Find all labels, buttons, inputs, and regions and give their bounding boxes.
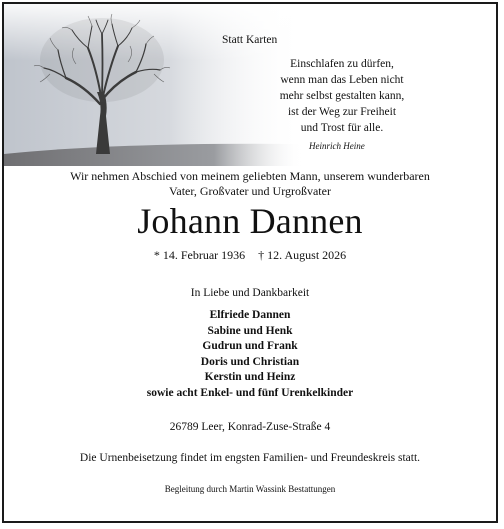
family-member: Sabine und Henk: [207, 324, 293, 337]
ceremony-note: Die Urnenbeisetzung findet im engsten Familien- und Freundeskreis statt.: [79, 452, 421, 464]
family-list: [4, 308, 496, 401]
life-dates: [4, 248, 496, 263]
family-member: Elfriede Dannen: [209, 309, 291, 321]
undertaker-credit: Begleitung durch Martin Wassink Bestattungen: [164, 484, 336, 494]
poem: [252, 56, 432, 136]
thanks-line: In Liebe und Dankbarkeit: [190, 287, 310, 299]
poem-author: Heinrich Heine: [309, 141, 365, 151]
poem-line: ist der Weg zur Freiheit: [287, 106, 397, 118]
poem-line: mehr selbst gestalten kann,: [279, 90, 405, 102]
birth-date: * 14. Februar 1936: [153, 248, 246, 262]
statt-karten-label: Statt Karten: [222, 34, 278, 46]
poem-line: wenn man das Leben nicht: [280, 74, 404, 86]
family-member: Doris und Christian: [200, 355, 300, 368]
obituary-card: [2, 2, 498, 523]
poem-line: Einschlafen zu dürfen,: [290, 58, 394, 70]
address: 26789 Leer, Konrad-Zuse-Straße 4: [169, 421, 331, 433]
poem-line: und Trost für alle.: [300, 122, 384, 134]
intro-line: Vater, Großvater und Urgroßvater: [169, 184, 331, 198]
deceased-name: Johann Dannen: [137, 201, 363, 241]
family-member: Gudrun und Frank: [202, 340, 298, 352]
family-member: sowie acht Enkel- und fünf Urenkelkinder: [146, 386, 354, 399]
intro-text: [4, 169, 496, 199]
death-date: † 12. August 2026: [258, 248, 347, 262]
intro-line: Wir nehmen Abschied von meinem geliebten Mann, unserem wunderbaren: [70, 169, 430, 183]
family-member: Kerstin und Heinz: [204, 371, 296, 383]
